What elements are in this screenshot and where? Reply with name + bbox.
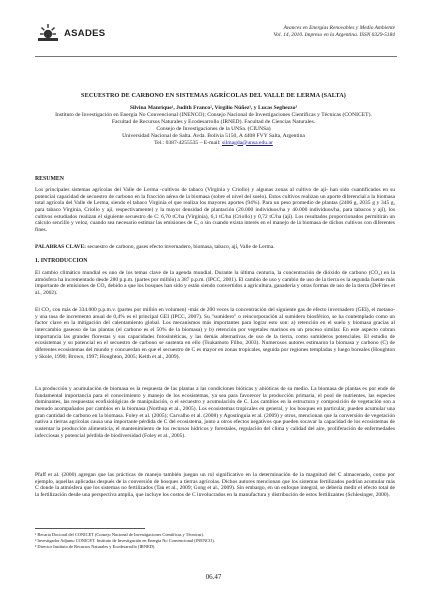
affiliation-4: Universidad Nacional de Salta. Avda. Bolivia 5150, A 4408 FVY Salta, Argentina — [122, 132, 305, 139]
journal-volume: Vol. 14, 2010. Impreso en la Argentina. ISSN 0329-5184 — [273, 31, 395, 38]
resumen-heading: RESUMEN — [35, 176, 64, 182]
affiliation-2: Facultad de Recursos Naturales y Ecodesarrollo (IRNED). Facultad de Ciencias Naturales. — [111, 118, 316, 125]
logo-text: ASADES — [64, 27, 106, 39]
intro-paragraph-1: El cambio climático mundial es uno de los temas clave de la agenda mundial. Durante la última centuria, la concentración de dióxido de carbono (CO₂) en la atmósfera ha incrementado desde 280 p.p.m. (partes por millón) a 387 p.p.m. (IPCC, 2001). El cambio de uso y cambio de uso de la tierra es la segunda fuente más importante de emisiones de CO₂ debido a que los bosques han sido y están siendo convertidos a agricultura, ganadería y otras formas de uso de la tierra (DeFries et al., 2002). — [35, 270, 395, 296]
affiliation-3: Consejo de Investigaciones de la UNSa. (CIUNSa) — [156, 125, 271, 132]
intro-paragraph-2: El CO₂ con más de 334.000 p.p.m.v. (partes por millón en volumen) -más de 200 veces la concentración del siguiente gas de efecto invernadero (GEI), el metano- y una tasa de incremento anual de 0,4% es el principal GEI (IPCC, 2007). Su "sumidero" o reincorporación al sumidero biosférico, se ha contemplado como un factor clave en la mitigación del calentamiento global. Los mecanismos más importantes para lograr esto son: a) retención en el suelo y biomasa gracias al intercambio gaseoso de las plantas (el carbono es el 50% de la biomasa) y b) retención por vegetales marinos en un proceso similar. En este aspecto cobran importancia las grandes florestas y sus capacidades fotosintéticas, y las demás alternativas de uso de la tierra, como sumideros potenciales. El estudio de ecosistemas y su potencial en el secuestro de carbono se sustenta en ello (Tsukamoto Filho, 2003). Numerosos autores estimaron la biomasa y carbono (C) de diferentes ecosistemas del mundo y concuerdan en que el secuestro de C es mayor en zonas tropicales, seguida por regiones templadas y luego boreales (Houghton y Skole, 1990; Brown, 1997; Houghton, 2005; Keith et al., 2009). — [35, 307, 395, 360]
resumen-section — [35, 176, 395, 183]
journal-name: Avances en Energías Renovables y Medio Ambiente — [283, 25, 395, 31]
paper-title: SECUESTRO DE CARBONO EN SISTEMAS AGRÍCOLAS DEL VALLE DE LERMA (SALTA) — [81, 92, 346, 99]
keywords-text: secuestro de carbono, gases efecto invernadero, biomasa, tabaco, ají, Valle de Lerma. — [86, 244, 275, 250]
keywords — [35, 244, 395, 251]
author-block — [40, 105, 387, 146]
keywords-label: PALABRAS CLAVE: — [35, 244, 86, 250]
footnote-1: ¹ Becaria Doctoral del CONICET (Consejo Nacional de Investigaciones Científicas y Técnicas). — [35, 532, 204, 537]
contact-prefix: Tel.: 0387-4255535 – E-mail: — [154, 139, 222, 146]
footnote-2: ² Investigador Adjunto CONICET. Instituto de Investigación en Energía No Convencional (INENCO). — [35, 538, 215, 543]
intro-paragraph-4: Pfaff et al. (2000) agregan que las prácticas de manejo también juegan un rol significativo en la determinación de la magnitud del C almacenado, como por ejemplo, aquellas aplicadas después de la conversión de bosques a tierras agrícolas. Dichos autores mencionan que los sistemas fertilizados podrían acumular más C donde la atmósfera que los sistemas no fertilizados (Tan et al., 2009; Gong et al., 2009). Sin embargo, en un enfoque integral, se debería medir el efecto total de la fertilización desde una perspectiva amplia, que incluye los costos de C involucrados en la manufactura y distribución de estos fertilizantes (Schlesinger, 2000). — [35, 472, 395, 498]
header-divider — [35, 56, 397, 57]
contact-line — [40, 140, 387, 147]
page-number: 06.47 — [205, 573, 222, 581]
intro-paragraph-3: La producción y acumulación de biomasa es la respuesta de las plantas a las condiciones bióticas y abióticas de su medio. La biomasa de plantas es por ende de fundamental importancia para el conocimiento y manejo de los ecosistemas, ya sea para favorecer la producción primaria, el pool de nutrientes, las especies dominantes, las respuestas ecofisiológicas de manipulación, o el secuestro y acumulación de C. Los cambios en la estructura y composición de vegetación son a menudo acompañados por cambios en la biomasa (Northup et al., 2005). Los ecosistemas tropicales en general, y los bosques en particular, pueden acumular una gran cantidad de carbono en la biomasa. Foley et al. (2005); Carvalho et al. (2008) y Agostinguia et al. (2009) y otros, mencionan que la conversión de vegetación nativa a tierras agrícolas causa una importante pérdida de C del ecosistema, junto a otros efectos negativos que pueden socavar la capacidad de los ecosistemas de sustentar la producción alimenticia, el mantenimiento de los recursos hídricos y forestales, regulación del clima y calidad del aire, proliferación de enfermedades infecciosas y potencial pérdida de biodiversidad (Foley et al., 2005). — [35, 386, 395, 439]
author-names: Silvina Manrique¹, Judith Franco², Virgilio Núñez³, y Lucas Seghezzo³ — [129, 105, 298, 111]
resumen-body: Los principales sistemas agrícolas del Valle de Lerma -cultivos de tabaco (Virginia y Criollo) y algunas zonas al cultivo de ají- han sido cuantificados en su potencial capacidad de secuestro de carbono en la fracción aérea de la biomasa (sobre el nivel del suelo). Estos cultivos realizan un aporte diferencial a la biomasa total agrícola del Valle de Lerma, siendo el tabaco Virginia el que realiza los mayores aportes (94%). Para un peso promedio de plantas (2406 g, 2035 g y 345 g, para tabaco Virginia, Criollo y ají, respectivamente) y la mayor densidad de plantación (20.000 individuos/ha y 40.000 individuos/ha, para tabacos y ají), los cultivos estudiados realizan el siguiente secuestro de C: 6,70 tC/ha (Virginia), 6,1 tC/ha (Criollo) y 0,72 tC/ha (ají). Los resultados proporcionados permitirán un cálculo sencillo y veloz, cuando sea necesario estimar las emisiones de C, o sin cuando exista interés en el manejo de la biomasa de dichos cultivos con diferentes fines. — [35, 187, 395, 233]
asades-logo — [37, 23, 127, 43]
footnote-divider — [35, 528, 145, 529]
intro-heading: 1. INTRODUCCION — [35, 258, 88, 264]
affiliation-1: Instituto de Investigación en Energía No Convencional (INENCO); Consejo Nacional de Investigaciones Científicas y Técnicas (CONICET). — [55, 111, 372, 118]
sun-logo-icon — [37, 23, 59, 43]
footnote-3: ³ Director Instituto de Recursos Naturales y Ecodesarrollo (IRNED). — [35, 544, 156, 549]
email-link[interactable]: silmagda@unsa.edu.ar — [221, 139, 273, 146]
journal-info — [195, 25, 395, 38]
